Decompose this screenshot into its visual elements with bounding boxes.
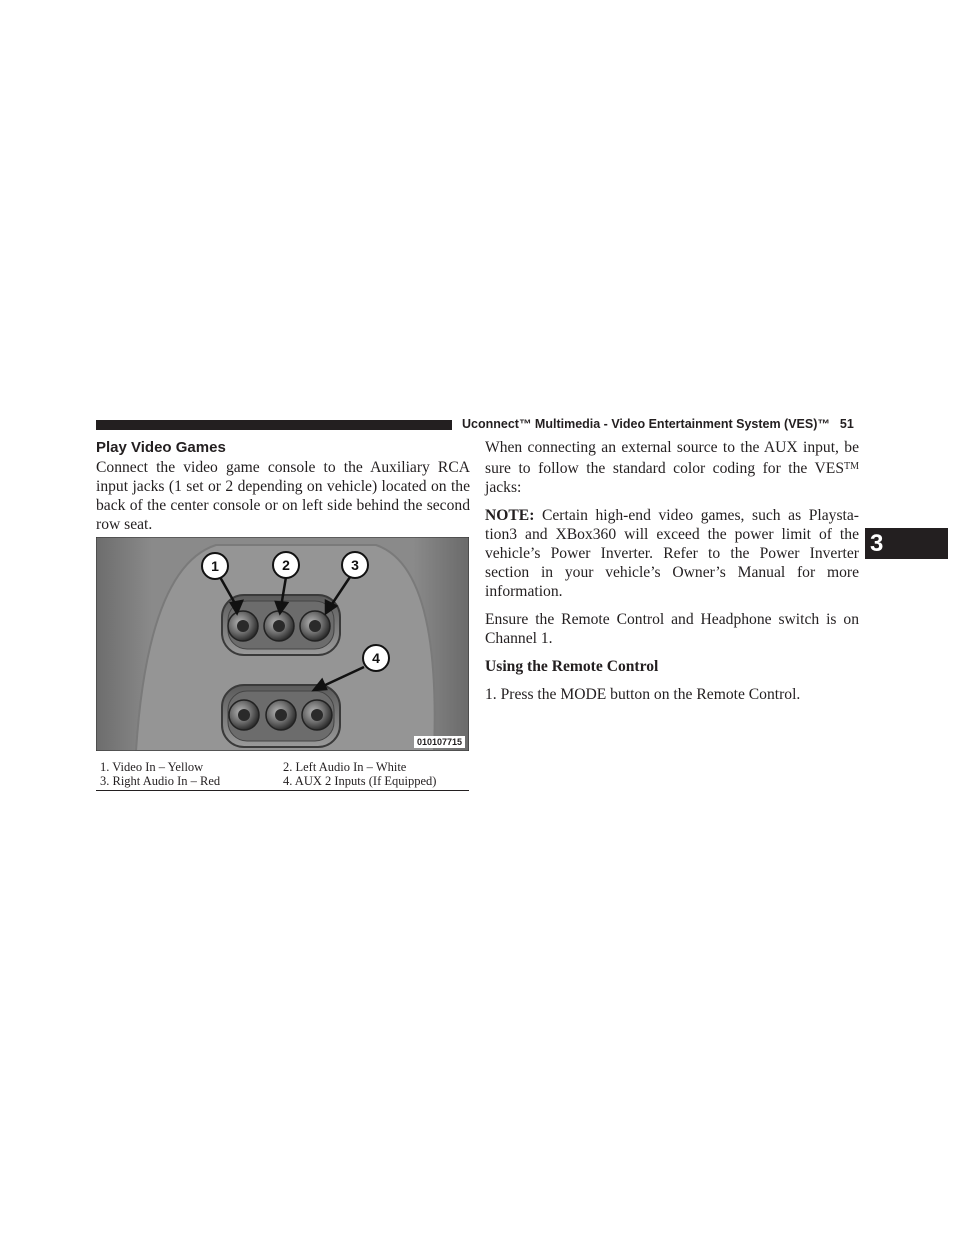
intro-paragraph: Connect the video game console to the Auxiliary RCA input jacks (1 set or 2 depending on vehicle) located on the back of the center console or on left side behind the second row seat. <box>96 459 470 533</box>
figure-id: 010107715 <box>414 736 465 748</box>
callout-3 <box>342 552 368 578</box>
svg-text:2: 2 <box>282 557 290 573</box>
aux-paragraph <box>485 438 859 497</box>
svg-text:4: 4 <box>372 650 380 666</box>
running-header <box>462 417 854 431</box>
figure-captions <box>96 760 469 791</box>
right-column <box>485 438 859 713</box>
lower-jack-panel <box>222 685 340 747</box>
caption-item: 4. AUX 2 Inputs (If Equipped) <box>283 774 437 788</box>
chapter-tab: 3 <box>865 528 948 559</box>
channel-paragraph: Ensure the Remote Control and Headphone switch is on Channel 1. <box>485 611 859 647</box>
svg-text:3: 3 <box>351 557 359 573</box>
page-number: 51 <box>839 417 854 431</box>
rca-jacks-illustration <box>96 537 469 751</box>
step-1: 1. Press the MODE button on the Remote Control. <box>485 686 801 703</box>
remote-control-subhead: Using the Remote Control <box>485 658 659 675</box>
callout-1 <box>202 553 228 579</box>
note-paragraph <box>485 506 859 601</box>
caption-row <box>96 760 469 774</box>
trademark-mark: TM <box>844 461 859 472</box>
aux-text: When connecting an external source to the AUX input, be sure to follow the standard color coding for the VES <box>485 439 859 477</box>
callout-4 <box>363 645 389 671</box>
rca-jacks-figure <box>96 537 469 751</box>
left-column <box>96 438 470 543</box>
note-label: NOTE: <box>485 507 535 524</box>
note-text: Certain high-end video games, such as Playsta-tion3 and XBox360 will exceed the power limit of the vehicle’s Power Inverter. Refer to the Power Inverter section in your vehicle’s Owner’s Manual for more information. <box>485 507 859 600</box>
callout-2 <box>273 552 299 578</box>
caption-item: 1. Video In – Yellow <box>100 760 204 774</box>
header-rule <box>96 420 452 430</box>
caption-item: 2. Left Audio In – White <box>283 760 407 774</box>
header-title: Uconnect™ Multimedia - Video Entertainment System (VES)™ <box>462 417 830 431</box>
section-title: Play Video Games <box>96 439 226 456</box>
aux-text-end: jacks: <box>485 479 522 496</box>
caption-row <box>96 774 469 788</box>
caption-item: 3. Right Audio In – Red <box>100 774 221 788</box>
svg-text:1: 1 <box>211 558 219 574</box>
